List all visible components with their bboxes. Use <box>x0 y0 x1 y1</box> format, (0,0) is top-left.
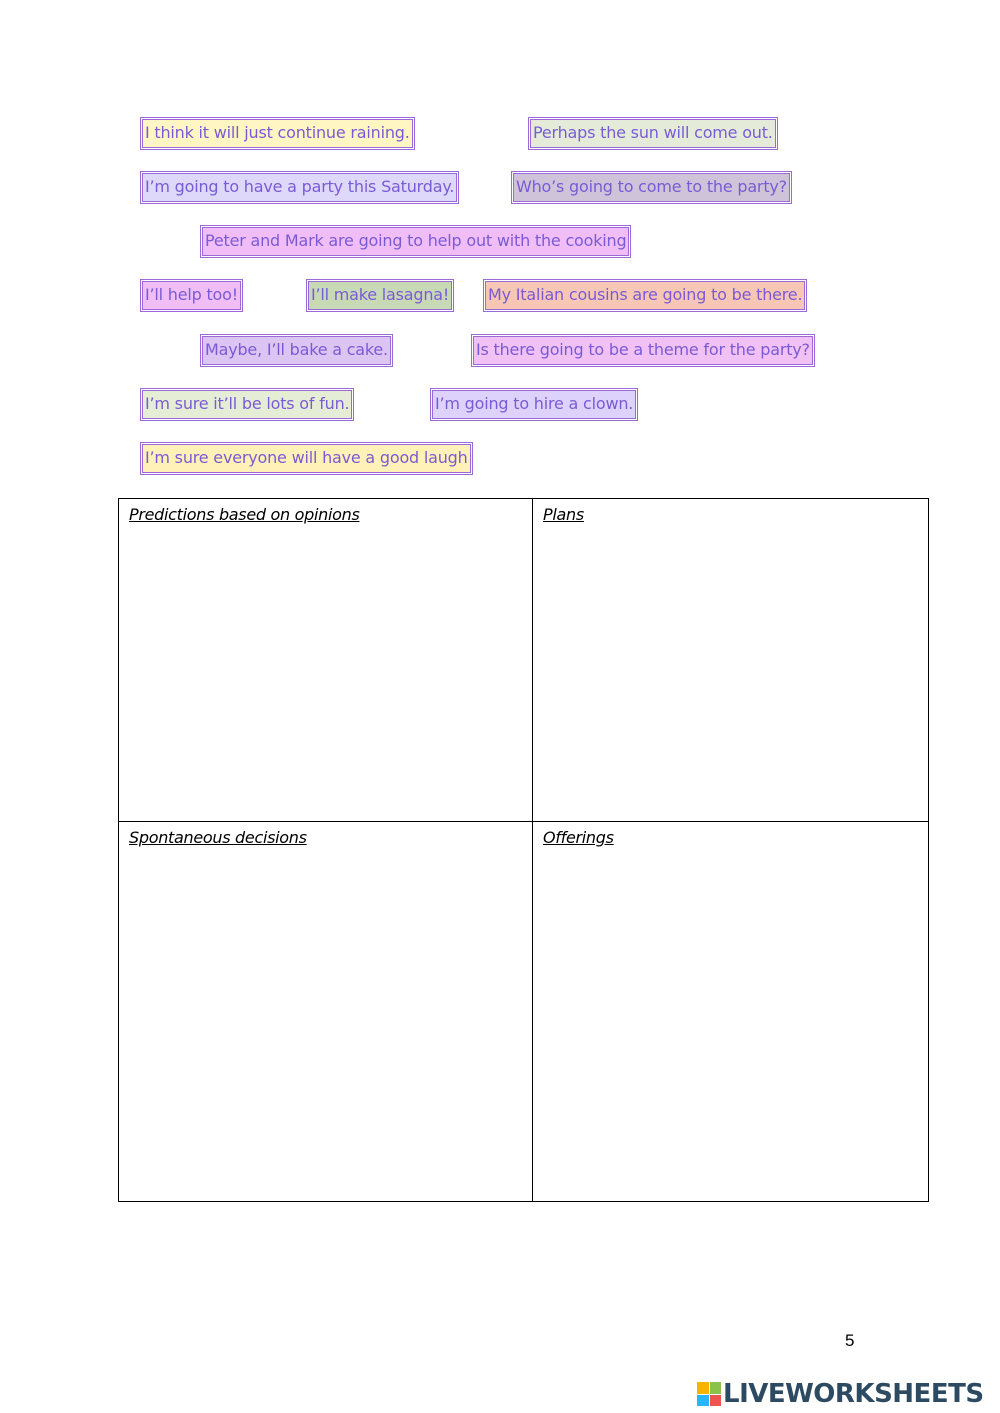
dropzone-spontaneous[interactable] <box>125 856 526 1195</box>
sentence-chip-lots-of-fun[interactable]: I’m sure it’ll be lots of fun. <box>142 390 352 419</box>
categories-grid <box>118 498 929 1202</box>
cell-spontaneous <box>119 822 532 1201</box>
dropzone-predictions[interactable] <box>125 533 526 815</box>
heading-predictions: Predictions based on opinions <box>129 505 360 524</box>
dropzone-offerings[interactable] <box>539 856 922 1195</box>
logo-square <box>710 1395 722 1407</box>
logo-square <box>697 1382 709 1394</box>
sentence-chip-good-laugh[interactable]: I’m sure everyone will have a good laugh <box>142 444 471 473</box>
sentence-chip-party-saturday[interactable]: I’m going to have a party this Saturday. <box>142 173 457 202</box>
sentence-chip-continue-raining[interactable]: I think it will just continue raining. <box>142 119 413 148</box>
heading-spontaneous: Spontaneous decisions <box>129 828 307 847</box>
liveworksheets-brand <box>697 1377 984 1411</box>
sentence-chip-italian-cousins[interactable]: My Italian cousins are going to be there. <box>485 281 805 310</box>
heading-plans: Plans <box>543 505 584 524</box>
sentence-chip-help-cooking[interactable]: Peter and Mark are going to help out with the cooking <box>202 227 629 256</box>
cell-plans <box>533 499 928 821</box>
brand-name: LIVEWORKSHEETS <box>723 1379 984 1409</box>
sentence-chip-hire-clown[interactable]: I’m going to hire a clown. <box>432 390 636 419</box>
dropzone-plans[interactable] <box>539 533 922 815</box>
sentence-chip-sun-come-out[interactable]: Perhaps the sun will come out. <box>530 119 776 148</box>
page-number: 5 <box>845 1331 855 1350</box>
sentence-chip-help-too[interactable]: I’ll help too! <box>142 281 241 310</box>
sentence-chip-bake-cake[interactable]: Maybe, I’ll bake a cake. <box>202 336 391 365</box>
sentence-chip-party-theme[interactable]: Is there going to be a theme for the party? <box>473 336 813 365</box>
cell-offerings <box>533 822 928 1201</box>
sentence-chip-make-lasagna[interactable]: I’ll make lasagna! <box>308 281 452 310</box>
logo-square <box>697 1395 709 1407</box>
liveworksheets-logo-icon <box>697 1382 721 1406</box>
heading-offerings: Offerings <box>543 828 614 847</box>
sentence-chip-who-coming[interactable]: Who’s going to come to the party? <box>513 173 790 202</box>
logo-square <box>710 1382 722 1394</box>
cell-predictions <box>119 499 532 821</box>
